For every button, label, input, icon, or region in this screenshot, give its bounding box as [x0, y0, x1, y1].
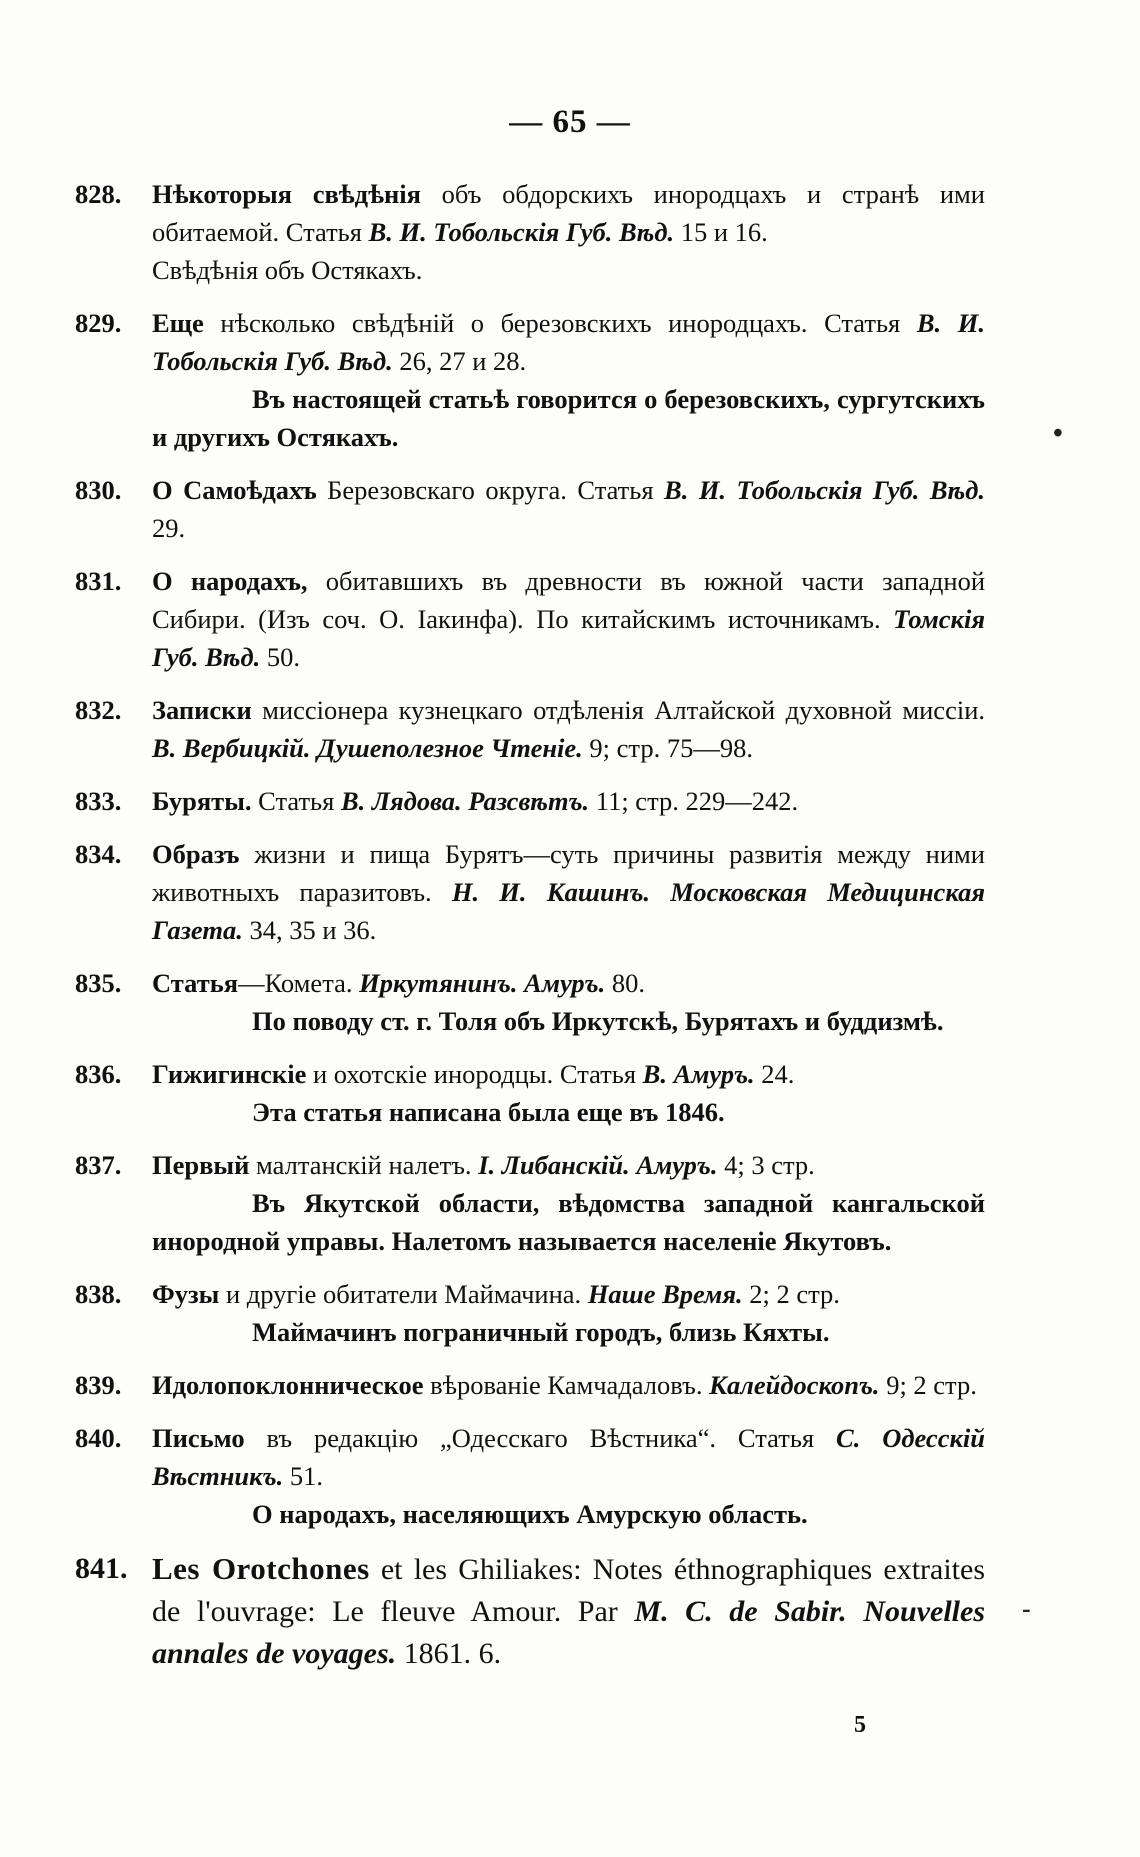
entry-tail: 9; 2 стр. — [879, 1370, 977, 1400]
entry-text: малтанскій налетъ. — [249, 1150, 479, 1180]
entry-830 — [75, 471, 985, 547]
entry-tail: 51. — [283, 1461, 323, 1491]
entry-text: въ редакцію „Одесскаго Вѣстника“. Статья — [244, 1423, 837, 1453]
entry-title: Гижигинскіе — [152, 1059, 307, 1089]
entry-tail: 4; 3 стр. — [717, 1150, 815, 1180]
entry-title: Les Orotchones — [152, 1551, 370, 1586]
entry-source: Н. И. Кашинъ. Московская Медицинская Газета. — [152, 877, 985, 945]
entry-text: нѣсколько свѣдѣній о березовскихъ инородцахъ. Статья — [203, 308, 917, 338]
entry-title: Еще — [152, 308, 204, 338]
entry-number: 828. — [75, 179, 122, 209]
entry-tail: 50. — [260, 642, 300, 672]
entry-833 — [75, 782, 985, 820]
entry-837 — [75, 1146, 985, 1260]
entry-title: Записки — [152, 695, 252, 725]
entry-note: По поводу ст. г. Толя объ Иркутскѣ, Бурятахъ и буддизмѣ. — [252, 1006, 944, 1036]
entry-note: Въ настоящей статьѣ говорится о березовскихъ, сургутскихъ и другихъ Остякахъ. — [152, 384, 985, 452]
entry-841 — [75, 1548, 985, 1675]
entry-number: 841. — [75, 1552, 128, 1585]
entry-number: 834. — [75, 839, 122, 869]
entry-tail: 2; 2 стр. — [742, 1279, 840, 1309]
entry-number: 838. — [75, 1279, 122, 1309]
entry-title: Идолопоклонническое — [152, 1370, 424, 1400]
entry-tail: 80. — [605, 968, 645, 998]
entry-838 — [75, 1275, 985, 1351]
entry-text: объ обдорскихъ инородцахъ и странѣ ими обитаемой. Статья — [152, 179, 985, 247]
entry-tail: 26, 27 и 28. — [392, 346, 527, 376]
entry-source: Калейдоскопъ. — [709, 1370, 880, 1400]
entry-source: В. Вербицкій. Душеполезное Чтеніе. — [152, 733, 583, 763]
entry-number: 837. — [75, 1150, 122, 1180]
entry-title: Нѣкоторыя свѣдѣнія — [152, 179, 421, 209]
entry-source: В. И. Тобольскія Губ. Вѣд. — [152, 308, 986, 376]
entry-note: Свѣдѣнія объ Остякахъ. — [152, 255, 423, 285]
entry-text: Березовскаго округа. Статья — [316, 475, 665, 505]
entry-834 — [75, 835, 985, 949]
entry-note: Маймачинъ пограничный городъ, близь Кяхты. — [252, 1317, 830, 1347]
entry-tail: 34, 35 и 36. — [242, 915, 377, 945]
entry-number: 832. — [75, 695, 122, 725]
entry-835 — [75, 964, 985, 1040]
entry-831 — [75, 562, 985, 676]
entry-note: О народахъ, населяющихъ Амурскую область. — [252, 1499, 808, 1529]
entry-title: Первый — [152, 1150, 250, 1180]
entry-source: В. Лядова. Разсвѣтъ. — [340, 786, 590, 816]
entry-note: Эта статья написана была еще въ 1846. — [252, 1097, 725, 1127]
entry-text: вѣрованіе Камчадаловъ. — [423, 1370, 710, 1400]
entry-number: 839. — [75, 1370, 122, 1400]
entry-text: Статья — [251, 786, 341, 816]
entry-source: Наше Время. — [587, 1279, 743, 1309]
entry-832 — [75, 691, 985, 767]
entry-number: 829. — [75, 308, 122, 338]
entry-829 — [75, 304, 985, 456]
entry-source: Томскія Губ. Вѣд. — [152, 604, 985, 672]
entry-tail: 1861. 6. — [396, 1637, 502, 1670]
entry-title: Статья — [152, 968, 239, 998]
entry-tail: 11; стр. 229—242. — [589, 786, 799, 816]
entry-840 — [75, 1419, 985, 1533]
margin-dot: • — [1053, 418, 1063, 449]
entry-note: Въ Якутской области, вѣдомства западной кангальской инородной управы. Налетомъ называется населеніе Якутовъ. — [152, 1188, 985, 1256]
margin-dash: ‐ — [1022, 1594, 1031, 1623]
entry-text: жизни и пища Бурятъ—суть причины развитія между ними животныхъ паразитовъ. — [152, 839, 985, 907]
entry-number: 830. — [75, 475, 122, 505]
entry-number: 835. — [75, 968, 122, 998]
entry-number: 831. — [75, 566, 122, 596]
entry-number: 836. — [75, 1059, 122, 1089]
entry-836 — [75, 1055, 985, 1131]
entry-title: Письмо — [152, 1423, 245, 1453]
entry-number: 840. — [75, 1423, 122, 1453]
entry-title: О Самоѣдахъ — [152, 475, 317, 505]
entry-title: Буряты. — [152, 786, 252, 816]
entry-text: миссіонера кузнецкаго отдѣленія Алтайской духовной миссіи. — [251, 695, 985, 725]
entry-number: 833. — [75, 786, 122, 816]
entry-text: —Комета. — [238, 968, 360, 998]
entry-text: обитавшихъ въ древности въ южной части западной Сибири. (Изъ соч. О. Іакинфа). По китайскимъ источникамъ. — [152, 566, 986, 634]
page-number: — 65 — — [509, 104, 631, 140]
entry-text: и другіе обитатели Маймачина. — [219, 1279, 588, 1309]
entry-title: Образъ — [152, 839, 240, 869]
signature-mark: 5 — [854, 1712, 866, 1738]
entry-source: M. C. de Sabir. Nouvelles annales de voyages. — [152, 1595, 985, 1670]
entry-tail: 15 и 16. — [674, 217, 768, 247]
entry-source: В. И. Тобольскія Губ. Вѣд. — [664, 475, 985, 505]
entry-source: С. Одесскій Вѣстникъ. — [152, 1423, 985, 1491]
entry-839 — [75, 1366, 985, 1404]
entry-tail: 9; стр. 75—98. — [582, 733, 753, 763]
entry-tail: 29. — [152, 513, 186, 543]
entry-text: et les Ghiliakes: Notes éthnographiques extraites de l'ouvrage: Le fleuve Amour. Par — [152, 1553, 985, 1628]
entry-tail: 24. — [754, 1059, 795, 1089]
entry-828 — [75, 175, 985, 289]
bibliography-list — [75, 175, 985, 1690]
entry-source: І. Либанскій. Амуръ. — [478, 1150, 718, 1180]
entry-source: Иркутянинъ. Амуръ. — [359, 968, 606, 998]
entry-title: Фузы — [152, 1279, 220, 1309]
entry-source: В. Амуръ. — [642, 1059, 755, 1089]
entry-title: О народахъ, — [152, 566, 308, 596]
entry-text: и охотскіе инородцы. Статья — [306, 1059, 643, 1089]
entry-source: В. И. Тобольскія Губ. Вѣд. — [368, 217, 675, 247]
